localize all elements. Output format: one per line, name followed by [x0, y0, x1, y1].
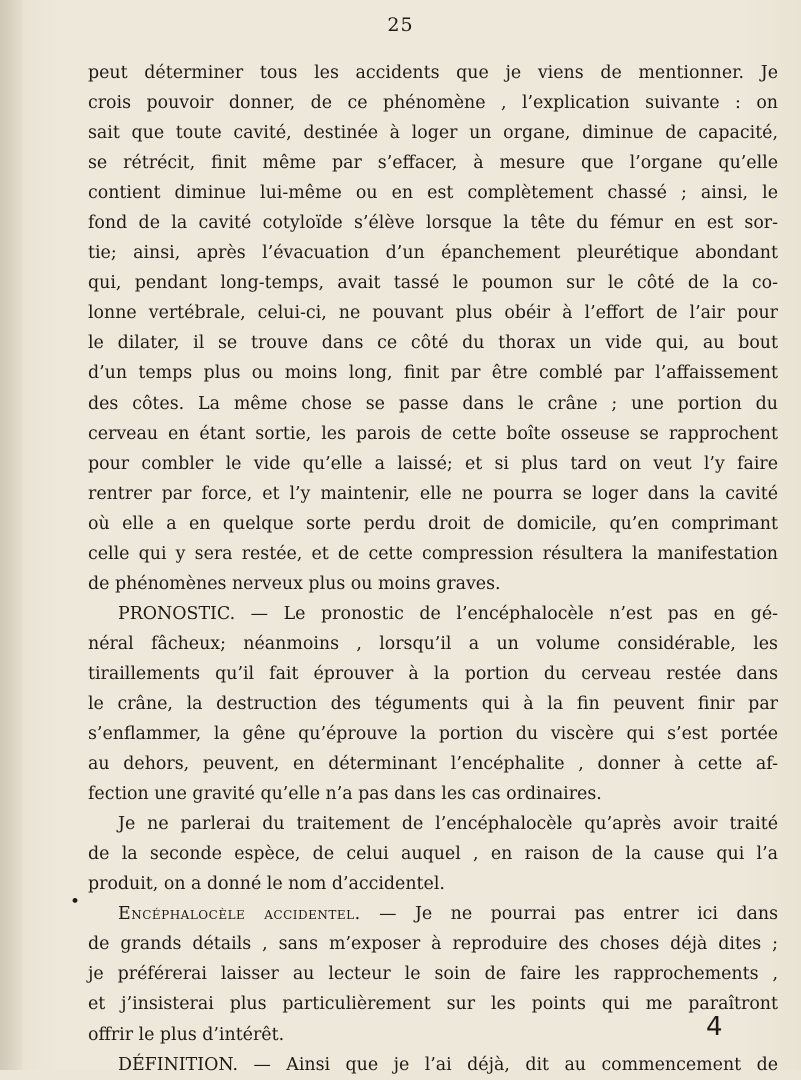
accidentel-text: — Je ne pourrai pas entrer ici dans: [360, 904, 778, 925]
text-line: produit, on a donné le nom d’accidentel.: [88, 874, 445, 895]
accidentel-first-line: [88, 899, 778, 929]
text-line: tie; ainsi, après l’évacuation d’un épanchement pleurétique abondant: [88, 243, 778, 264]
accidentel-heading: Encéphalocèle accidentel.: [118, 904, 361, 925]
text-line: s’enflammer, la gêne qu’éprouve la portion du viscère qui s’est portée: [88, 724, 778, 745]
signature-mark: 4: [706, 1012, 723, 1042]
text-line: d’un temps plus ou moins long, finit par être comblé par l’affaissement: [88, 363, 778, 384]
definition-heading: DÉFINITION.: [118, 1054, 239, 1075]
margin-bullet: •: [70, 892, 81, 912]
definition-line: [88, 1050, 778, 1080]
text-line: je préférerai laisser au lecteur le soin de faire les rapprochements ,: [88, 964, 778, 985]
text-line: rentrer par force, et l’y maintenir, elle ne pourra se loger dans la cavité: [88, 483, 778, 504]
text-line: fection une gravité qu’elle n’a pas dans les cas ordinaires.: [88, 784, 602, 805]
text-line: de phénomènes nerveux plus ou moins graves.: [88, 573, 501, 594]
page-number: 25: [387, 14, 414, 36]
text-line: où elle a en quelque sorte perdu droit de domicile, qu’en comprimant: [88, 513, 778, 534]
text-line: offrir le plus d’intérêt.: [88, 1024, 285, 1045]
text-line: tiraillements qu’il fait éprouver à la portion du cerveau restée dans: [88, 663, 778, 684]
text-line: le dilater, il se trouve dans ce côté du thorax un vide qui, au bout: [88, 333, 778, 354]
text-line: contient diminue lui-même ou en est complètement chassé ; ainsi, le: [88, 183, 778, 204]
text-line: pour combler le vide qu’elle a laissé; et si plus tard on veut l’y faire: [88, 453, 778, 474]
text-line: des côtes. La même chose se passe dans le crâne ; une portion du: [88, 393, 778, 414]
pronostic-first-line: [88, 599, 778, 629]
text-line: sait que toute cavité, destinée à loger un organe, diminue de capacité,: [88, 123, 778, 144]
text-line: se rétrécit, finit même par s’effacer, à mesure que l’organe qu’elle: [88, 153, 778, 174]
text-line: celle qui y sera restée, et de cette compression résultera la manifestation: [88, 543, 778, 564]
text-line: fond de la cavité cotyloïde s’élève lorsque la tête du fémur en est sor-: [88, 213, 778, 234]
body-text: [88, 58, 778, 1080]
book-gutter: [0, 0, 22, 1070]
text-line: au dehors, peuvent, en déterminant l’encéphalite , donner à cette af-: [88, 754, 778, 775]
text-line: crois pouvoir donner, de ce phénomène , l’explication suivante : on: [88, 93, 778, 114]
definition-text: — Ainsi que je l’ai déjà, dit au commencement de: [238, 1054, 778, 1075]
text-line: qui, pendant long-temps, avait tassé le poumon sur le côté de la co-: [88, 273, 778, 294]
text-line: le crâne, la destruction des téguments qui à la fin peuvent finir par: [88, 693, 778, 714]
text-line: lonne vertébrale, celui-ci, ne pouvant plus obéir à l’effort de l’air pour: [88, 303, 778, 324]
text-line: Je ne parlerai du traitement de l’encéphalocèle qu’après avoir traité: [118, 814, 778, 835]
text-line: peut déterminer tous les accidents que je viens de mentionner. Je: [88, 63, 778, 83]
text-line: cerveau en étant sortie, les parois de cette boîte osseuse se rapprochent: [88, 423, 778, 444]
text-line: et j’insisterai plus particulièrement sur les points qui me paraîtront: [88, 994, 778, 1015]
text-line: néral fâcheux; néanmoins , lorsqu’il a un volume considérable, les: [88, 633, 778, 654]
text-line: de grands détails , sans m’exposer à reproduire des choses déjà dites ;: [88, 934, 778, 955]
pronostic-heading: PRONOSTIC.: [118, 603, 236, 624]
text-line: de la seconde espèce, de celui auquel , en raison de la cause qui l’a: [88, 844, 778, 865]
pronostic-text: — Le pronostic de l’encéphalocèle n’est pas en gé-: [235, 603, 778, 624]
